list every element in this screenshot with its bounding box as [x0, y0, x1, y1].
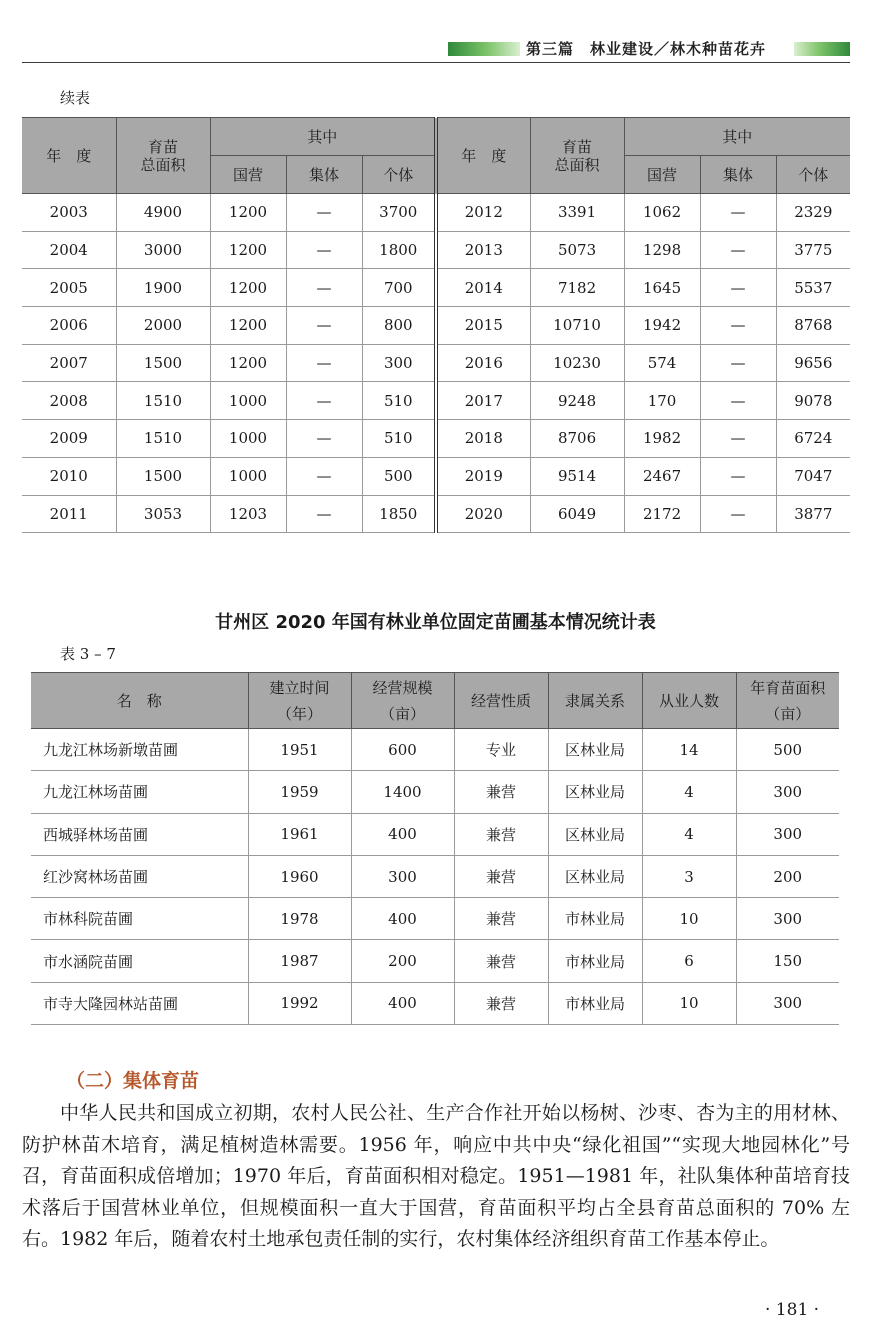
header-individual: 个体 [776, 156, 850, 194]
table-cell: 2009 [22, 420, 116, 458]
table-cell: 10230 [530, 344, 624, 382]
table-cell: 6 [642, 940, 736, 982]
table-cell: 6724 [776, 420, 850, 458]
column-header [454, 673, 548, 729]
table-cell: 2005 [22, 269, 116, 307]
table-cell: 300 [736, 771, 839, 813]
table-cell: 1000 [210, 457, 286, 495]
table-cell: 4900 [116, 194, 210, 232]
table-row [22, 231, 850, 269]
column-header-line: 经营规模 [372, 678, 433, 697]
table-cell: 1992 [248, 982, 351, 1024]
table-cell: 2013 [436, 231, 530, 269]
table-cell: — [286, 194, 362, 232]
table-cell: 1960 [248, 855, 351, 897]
table-cell: 4 [642, 771, 736, 813]
table-cell: 1000 [210, 420, 286, 458]
table-cell: — [700, 457, 776, 495]
table-cell: — [286, 231, 362, 269]
table-row [31, 982, 839, 1024]
table2-caption: 表 3 – 7 [60, 645, 116, 663]
column-header [548, 673, 642, 729]
header-total-area [116, 118, 210, 194]
table-cell: 1500 [116, 457, 210, 495]
table-cell: — [286, 495, 362, 533]
table-cell: 1200 [210, 231, 286, 269]
table-cell: 7047 [776, 457, 850, 495]
table-cell: 1200 [210, 194, 286, 232]
table-cell: 1800 [362, 231, 436, 269]
table-cell: 7182 [530, 269, 624, 307]
table-cell: 300 [736, 813, 839, 855]
table-cell: 600 [351, 729, 454, 771]
table-cell: 2006 [22, 307, 116, 345]
header-collective: 集体 [286, 156, 362, 194]
table-row [31, 771, 839, 813]
column-header-line: （亩） [379, 704, 425, 723]
table-cell: 西城驿林场苗圃 [31, 813, 248, 855]
table-row [22, 382, 850, 420]
table-cell: 9248 [530, 382, 624, 420]
header-decor-bar-right [794, 42, 850, 56]
table-cell: 1645 [624, 269, 700, 307]
table-cell: 1298 [624, 231, 700, 269]
table-cell: — [700, 269, 776, 307]
header-collective: 集体 [700, 156, 776, 194]
table-row [31, 898, 839, 940]
table-cell: 市林业局 [548, 898, 642, 940]
column-header-line: 年育苗面积 [750, 678, 826, 697]
table-cell: 4 [642, 813, 736, 855]
table2-title: 甘州区 2020 年国有林业单位固定苗圃基本情况统计表 [215, 612, 656, 633]
table-row [22, 344, 850, 382]
table-cell: 2012 [436, 194, 530, 232]
table-cell: — [700, 194, 776, 232]
table-row [31, 813, 839, 855]
table-cell: 200 [351, 940, 454, 982]
header-total-line2: 总面积 [140, 155, 186, 174]
table-cell: 800 [362, 307, 436, 345]
header-total-area [530, 118, 624, 194]
table-cell: 1951 [248, 729, 351, 771]
table-cell: 10 [642, 982, 736, 1024]
table-cell: 2011 [22, 495, 116, 533]
table-cell: 400 [351, 898, 454, 940]
table-row [31, 940, 839, 982]
table-cell: — [700, 344, 776, 382]
header-total-line2: 总面积 [554, 155, 600, 174]
column-header [736, 673, 839, 729]
table-cell: 区林业局 [548, 771, 642, 813]
header-decor-bar-left [448, 42, 520, 56]
table-cell: 1900 [116, 269, 210, 307]
table-cell: — [700, 307, 776, 345]
table-cell: — [700, 382, 776, 420]
table-cell: 2007 [22, 344, 116, 382]
column-header [248, 673, 351, 729]
nursery-area-table [22, 117, 850, 533]
running-header [22, 36, 850, 63]
table-cell: 兼营 [454, 771, 548, 813]
table-cell: 510 [362, 420, 436, 458]
table-row [22, 269, 850, 307]
header-total-line1: 育苗 [562, 137, 593, 156]
table-cell: 市林科院苗圃 [31, 898, 248, 940]
table-cell: 2172 [624, 495, 700, 533]
table-cell: 2016 [436, 344, 530, 382]
table-cell: 300 [351, 855, 454, 897]
table-cell: 专业 [454, 729, 548, 771]
header-qizhong: 其中 [210, 118, 436, 156]
table-cell: 2019 [436, 457, 530, 495]
table-cell: 9078 [776, 382, 850, 420]
nursery-basic-info-table [31, 672, 839, 1025]
table-cell: — [286, 457, 362, 495]
table-cell: 150 [736, 940, 839, 982]
table-cell: — [286, 307, 362, 345]
table-cell: 3000 [116, 231, 210, 269]
table-cell: 14 [642, 729, 736, 771]
table-cell: 5537 [776, 269, 850, 307]
table-cell: 2004 [22, 231, 116, 269]
table-cell: 1510 [116, 382, 210, 420]
table-cell: 区林业局 [548, 729, 642, 771]
table-cell: 2015 [436, 307, 530, 345]
table-cell: 500 [362, 457, 436, 495]
table-cell: 兼营 [454, 982, 548, 1024]
table-cell: 9656 [776, 344, 850, 382]
table-cell: 400 [351, 813, 454, 855]
table-cell: 8768 [776, 307, 850, 345]
table-cell: 2014 [436, 269, 530, 307]
table-cell: 市寺大隆园林站苗圃 [31, 982, 248, 1024]
table-cell: 1987 [248, 940, 351, 982]
table-row [31, 729, 839, 771]
table-cell: 1000 [210, 382, 286, 420]
table-cell: 400 [351, 982, 454, 1024]
section-heading: （二）集体育苗 [66, 1070, 200, 1092]
table-cell: 兼营 [454, 813, 548, 855]
column-header-line: （亩） [765, 704, 811, 723]
table-cell: 3877 [776, 495, 850, 533]
table-cell: 1978 [248, 898, 351, 940]
table-cell: 2008 [22, 382, 116, 420]
table-cell: 1510 [116, 420, 210, 458]
table-cell: 3 [642, 855, 736, 897]
table-row [31, 855, 839, 897]
table-cell: 市林业局 [548, 940, 642, 982]
table-cell: 2329 [776, 194, 850, 232]
table-cell: 市水涵院苗圃 [31, 940, 248, 982]
table-row [22, 457, 850, 495]
table-cell: 2018 [436, 420, 530, 458]
table-cell: 1959 [248, 771, 351, 813]
header-title: 第三篇 林业建设／林木种苗花卉 [526, 40, 767, 58]
column-header [351, 673, 454, 729]
table-cell: 300 [736, 982, 839, 1024]
header-individual: 个体 [362, 156, 436, 194]
table-cell: 9514 [530, 457, 624, 495]
header-qizhong: 其中 [624, 118, 850, 156]
column-header-line: 名 称 [116, 691, 162, 710]
table-cell: 红沙窝林场苗圃 [31, 855, 248, 897]
table-cell: 1062 [624, 194, 700, 232]
header-state: 国营 [624, 156, 700, 194]
table-cell: 8706 [530, 420, 624, 458]
table-cell: 170 [624, 382, 700, 420]
section-paragraph: 中华人民共和国成立初期，农村人民公社、生产合作社开始以杨树、沙枣、杏为主的用材林、防护林苗木培育，满足植树造林需要。1956 年，响应中共中央“绿化祖国”“实现大地园林化”号召，育苗面积成倍增加；1970 年后，育苗面积相对稳定。1951—1981 年，社队集体种苗培育技术落后于国营林业单位，但规模面积一直大于国营，育苗面积平均占全县育苗总面积的 70% 左右。1982 年后，随着农村土地承包责任制的实行，农村集体经济组织育苗工作基本停止。 [22, 1102, 850, 1250]
table-cell: — [286, 269, 362, 307]
table-cell: 市林业局 [548, 982, 642, 1024]
table-cell: 1200 [210, 344, 286, 382]
column-header-line: 从业人数 [658, 691, 719, 710]
table-row [22, 420, 850, 458]
header-year: 年 度 [22, 118, 116, 194]
table-cell: 2010 [22, 457, 116, 495]
table-cell: 3700 [362, 194, 436, 232]
column-header-line: 隶属关系 [564, 691, 625, 710]
header-year: 年 度 [436, 118, 530, 194]
table-cell: 2003 [22, 194, 116, 232]
header-state: 国营 [210, 156, 286, 194]
table-cell: 3391 [530, 194, 624, 232]
column-header [31, 673, 248, 729]
table-cell: 九龙江林场新墩苗圃 [31, 729, 248, 771]
table-cell: 区林业局 [548, 855, 642, 897]
table-cell: 1200 [210, 307, 286, 345]
table-cell: 300 [362, 344, 436, 382]
table-cell: — [286, 420, 362, 458]
table-cell: 1961 [248, 813, 351, 855]
table-cell: 300 [736, 898, 839, 940]
table-cell: 200 [736, 855, 839, 897]
table-cell: — [700, 495, 776, 533]
column-header [642, 673, 736, 729]
table-cell: 1400 [351, 771, 454, 813]
table-cell: 510 [362, 382, 436, 420]
table-cell: 10 [642, 898, 736, 940]
table-cell: 1942 [624, 307, 700, 345]
table-cell: — [700, 420, 776, 458]
table-cell: 700 [362, 269, 436, 307]
table-cell: 10710 [530, 307, 624, 345]
table-row [22, 495, 850, 533]
table-cell: — [286, 344, 362, 382]
table1-caption: 续表 [60, 89, 91, 107]
table-cell: 5073 [530, 231, 624, 269]
table-cell: 3053 [116, 495, 210, 533]
table-cell: 1500 [116, 344, 210, 382]
column-header-line: 建立时间 [269, 678, 330, 697]
table-cell: 2000 [116, 307, 210, 345]
table-cell: 2020 [436, 495, 530, 533]
table-cell: 兼营 [454, 940, 548, 982]
header-total-line1: 育苗 [147, 137, 178, 156]
table-cell: 500 [736, 729, 839, 771]
table-cell: 兼营 [454, 898, 548, 940]
table-cell: — [286, 382, 362, 420]
table-cell: 兼营 [454, 855, 548, 897]
table-cell: 574 [624, 344, 700, 382]
table-cell: 1203 [210, 495, 286, 533]
table-row [22, 194, 850, 232]
table-cell: 1850 [362, 495, 436, 533]
table-cell: 1982 [624, 420, 700, 458]
column-header-line: 经营性质 [470, 691, 531, 710]
table-cell: 九龙江林场苗圃 [31, 771, 248, 813]
table-cell: 3775 [776, 231, 850, 269]
table-row [22, 307, 850, 345]
column-header-line: （年） [276, 704, 322, 723]
table-cell: 2017 [436, 382, 530, 420]
table-cell: 6049 [530, 495, 624, 533]
table-cell: 区林业局 [548, 813, 642, 855]
table-cell: 2467 [624, 457, 700, 495]
table-cell: 1200 [210, 269, 286, 307]
table-cell: — [700, 231, 776, 269]
page-number: · 181 · [765, 1300, 820, 1320]
